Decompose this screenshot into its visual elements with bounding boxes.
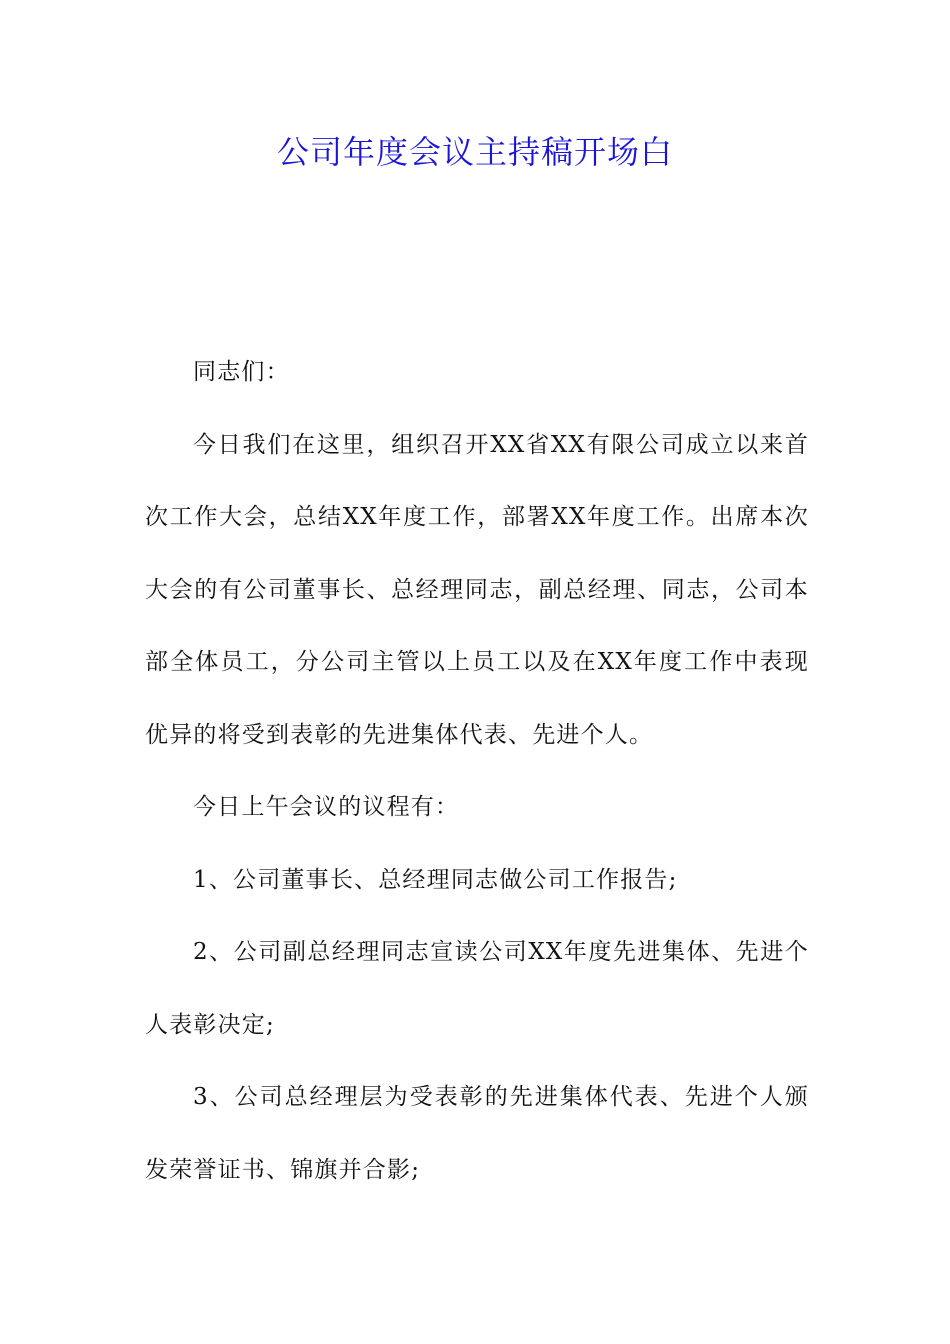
agenda-item-3: 3、公司总经理层为受表彰的先进集体代表、先进个人颁发荣誉证书、锦旗并合影; (145, 1084, 809, 1183)
agenda-heading-paragraph: 今日上午会议的议程有： (193, 794, 460, 820)
document-body (145, 336, 809, 1206)
document-title: 公司年度会议主持稿开场白 (276, 133, 673, 171)
agenda-item-1: 1、公司董事长、总经理同志做公司工作报告; (193, 866, 678, 893)
agenda-item-2: 2、公司副总经理同志宣读公司XX年度先进集体、先进个人表彰决定; (145, 939, 809, 1038)
salutation-paragraph: 同志们： (193, 359, 290, 385)
intro-paragraph: 今日我们在这里，组织召开XX省XX有限公司成立以来首次工作大会，总结XX年度工作，部署XX年度工作。出席本次大会的有公司董事长、总经理同志，副总经理、同志，公司本部全体员工，分公司主管以上员工以及在XX年度工作中表现优异的将受到表彰的先进集体代表、先进个人。 (145, 431, 809, 748)
